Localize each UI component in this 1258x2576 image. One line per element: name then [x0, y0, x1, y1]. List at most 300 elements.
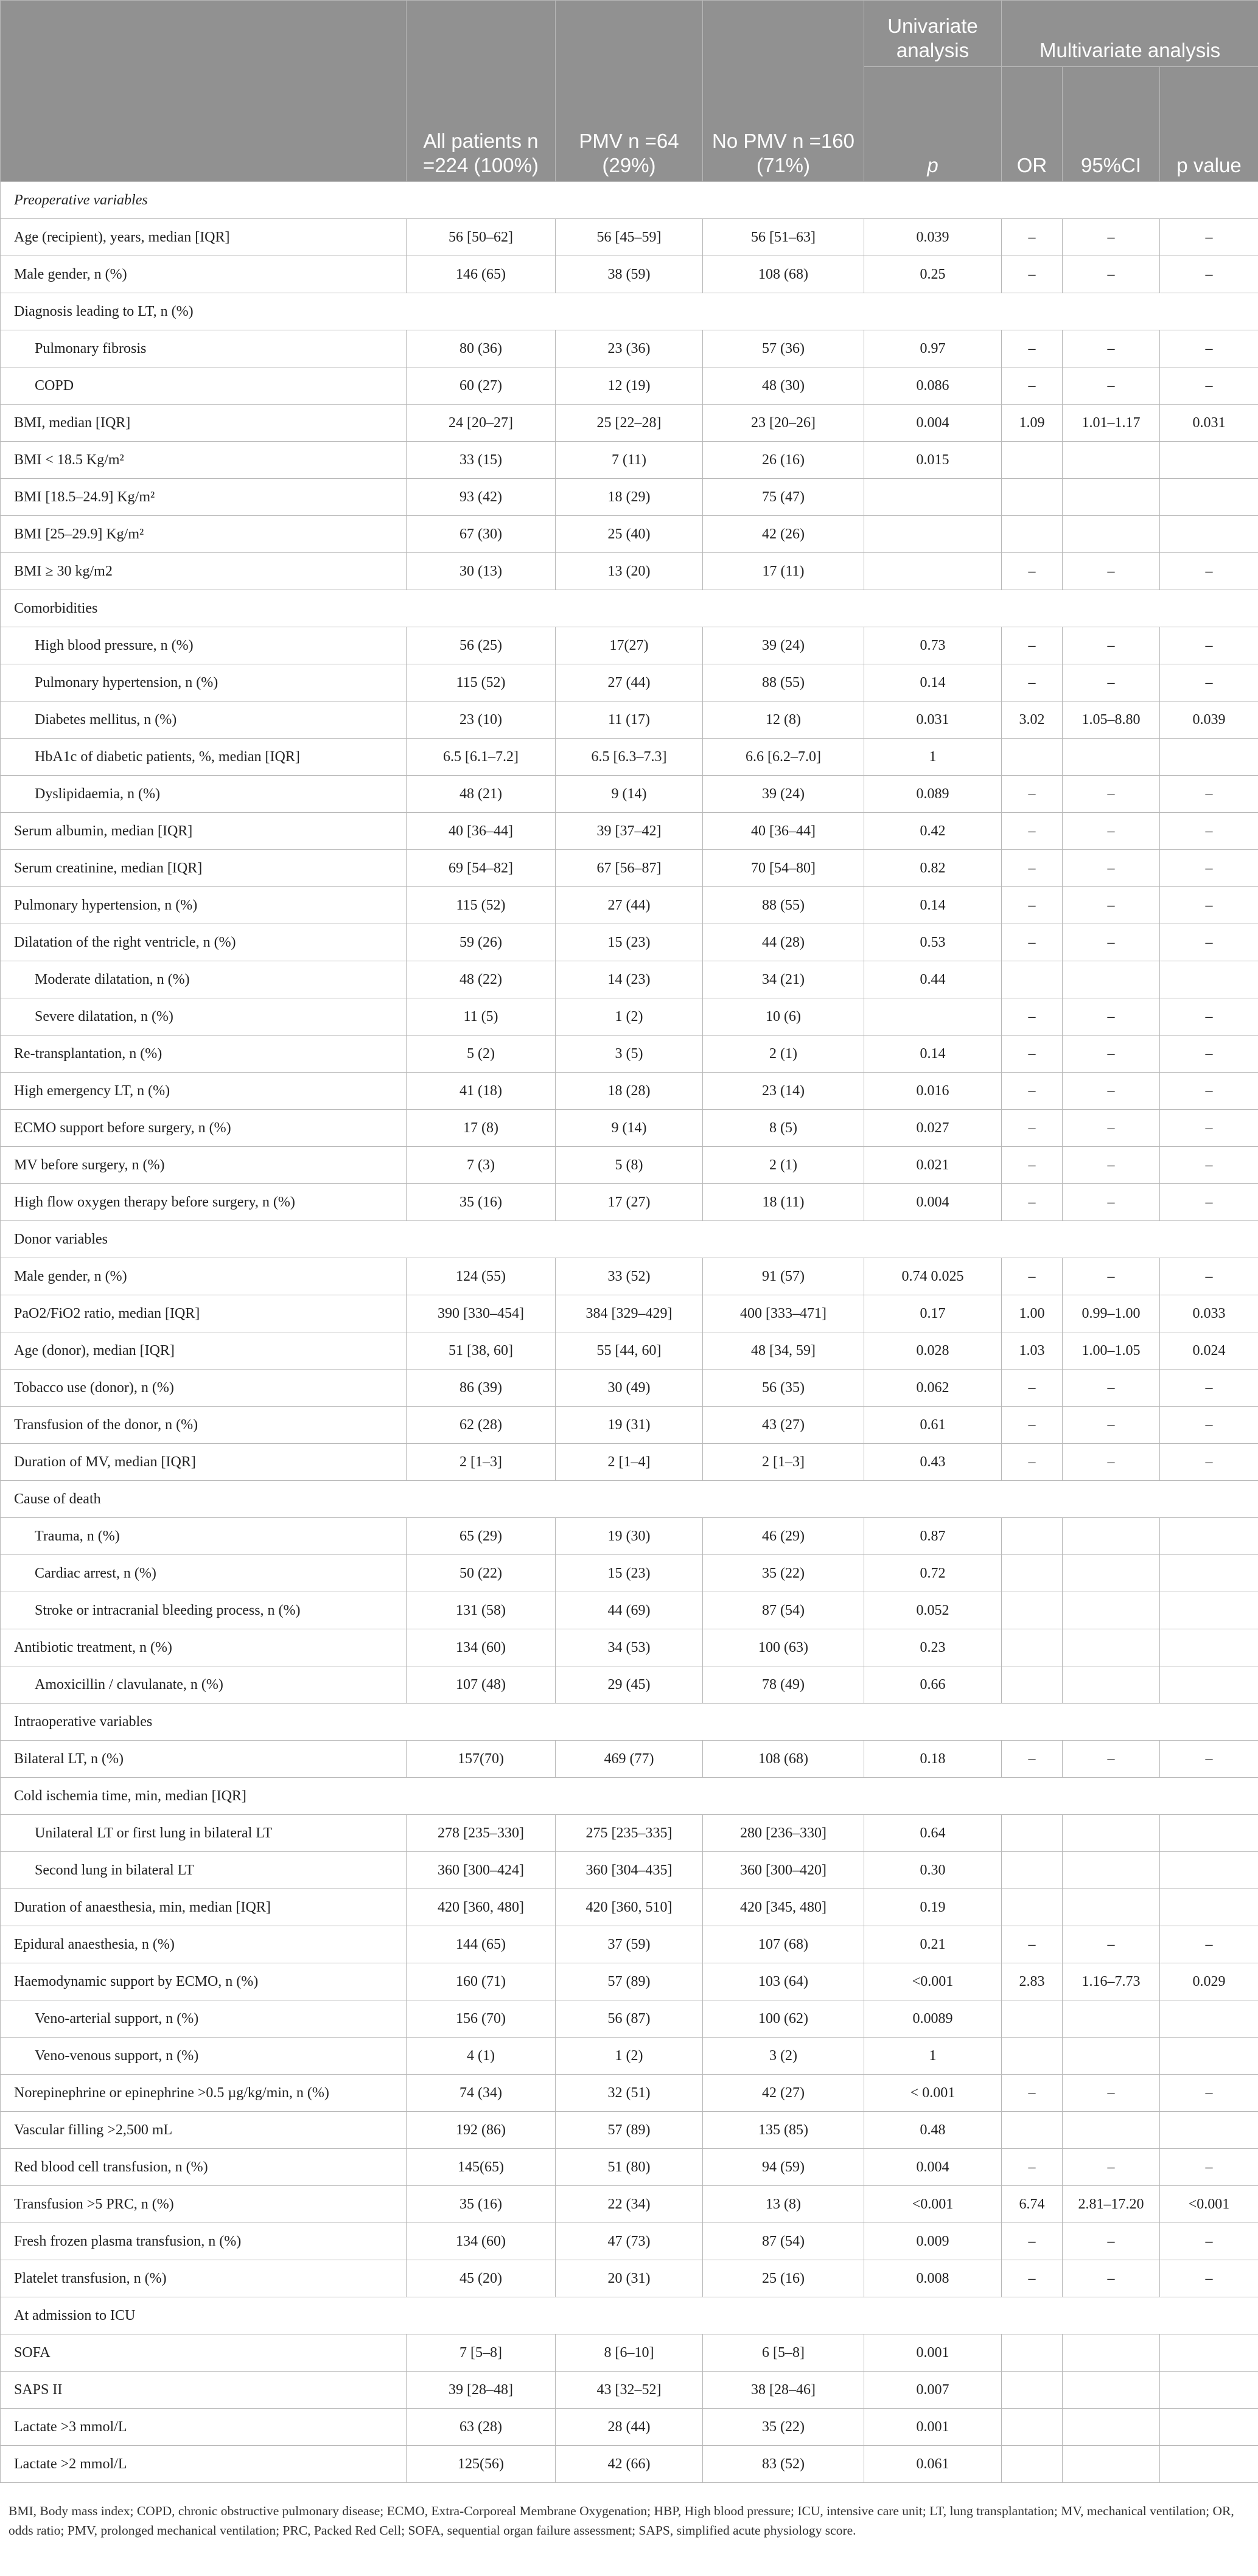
table-row: [1, 1407, 1258, 1444]
row-label: Lactate >3 mmol/L: [1, 2409, 407, 2446]
table-row: [1, 553, 1258, 590]
cell-no-pmv: 400 [333–471]: [703, 1295, 864, 1332]
row-label: Lactate >2 mmol/L: [1, 2446, 407, 2483]
cell-pmv: 57 (89): [556, 1963, 703, 2000]
cell-all-patients: 144 (65): [407, 1926, 556, 1963]
cell-p-value: –: [1160, 664, 1258, 701]
cell-p-value: –: [1160, 776, 1258, 813]
cell-no-pmv: 88 (55): [703, 664, 864, 701]
cell-confidence-interval: 1.01–1.17: [1063, 405, 1160, 442]
cell-pmv: 18 (28): [556, 1073, 703, 1110]
section-label: Cause of death: [1, 1481, 1258, 1518]
cell-p-value: <0.001: [1160, 2186, 1258, 2223]
cell-no-pmv: 103 (64): [703, 1963, 864, 2000]
cell-odds-ratio: [1002, 961, 1063, 998]
row-label: Vascular filling >2,500 mL: [1, 2112, 407, 2149]
row-label: Moderate dilatation, n (%): [1, 961, 407, 998]
cell-confidence-interval: –: [1063, 850, 1160, 887]
row-label: Norepinephrine or epinephrine >0.5 µg/kg/min, n (%): [1, 2075, 407, 2112]
cell-all-patients: 59 (26): [407, 924, 556, 961]
table-row: [1, 1555, 1258, 1592]
cell-univariate-p: 0.72: [864, 1555, 1002, 1592]
table-row: [1, 1666, 1258, 1704]
cell-confidence-interval: –: [1063, 330, 1160, 367]
cell-confidence-interval: 0.99–1.00: [1063, 1295, 1160, 1332]
cell-confidence-interval: –: [1063, 219, 1160, 256]
cell-pmv: 15 (23): [556, 1555, 703, 1592]
cell-odds-ratio: [1002, 1629, 1063, 1666]
cell-odds-ratio: [1002, 1555, 1063, 1592]
cell-pmv: 19 (31): [556, 1407, 703, 1444]
row-label: Pulmonary fibrosis: [1, 330, 407, 367]
cell-univariate-p: [864, 479, 1002, 516]
cell-univariate-p: 0.008: [864, 2260, 1002, 2297]
cell-confidence-interval: –: [1063, 627, 1160, 664]
cell-univariate-p: 0.14: [864, 1036, 1002, 1073]
row-label: High blood pressure, n (%): [1, 627, 407, 664]
cell-confidence-interval: [1063, 2000, 1160, 2038]
cell-univariate-p: 0.14: [864, 887, 1002, 924]
cell-confidence-interval: 1.00–1.05: [1063, 1332, 1160, 1370]
cell-pmv: 30 (49): [556, 1370, 703, 1407]
section-label: Donor variables: [1, 1221, 1258, 1258]
cell-p-value: [1160, 1815, 1258, 1852]
cell-no-pmv: 420 [345, 480]: [703, 1889, 864, 1926]
table-row: [1, 405, 1258, 442]
cell-confidence-interval: –: [1063, 256, 1160, 293]
cell-confidence-interval: –: [1063, 2075, 1160, 2112]
cell-odds-ratio: 3.02: [1002, 701, 1063, 739]
cell-p-value: 0.033: [1160, 1295, 1258, 1332]
cell-odds-ratio: [1002, 1852, 1063, 1889]
cell-no-pmv: 23 [20–26]: [703, 405, 864, 442]
section-label: Intraoperative variables: [1, 1704, 1258, 1741]
cell-no-pmv: 44 (28): [703, 924, 864, 961]
cell-pmv: 2 [1–4]: [556, 1444, 703, 1481]
cell-no-pmv: 35 (22): [703, 2409, 864, 2446]
cell-all-patients: 56 (25): [407, 627, 556, 664]
section-label: Cold ischemia time, min, median [IQR]: [1, 1778, 1258, 1815]
cell-confidence-interval: [1063, 1518, 1160, 1555]
section-row: [1, 182, 1258, 219]
cell-confidence-interval: –: [1063, 1258, 1160, 1295]
cell-confidence-interval: [1063, 516, 1160, 553]
cell-all-patients: 146 (65): [407, 256, 556, 293]
cell-no-pmv: 100 (63): [703, 1629, 864, 1666]
cell-p-value: [1160, 2334, 1258, 2372]
cell-univariate-p: 0.30: [864, 1852, 1002, 1889]
cell-no-pmv: 48 (30): [703, 367, 864, 405]
cell-pmv: 34 (53): [556, 1629, 703, 1666]
cell-all-patients: 17 (8): [407, 1110, 556, 1147]
table-row: [1, 1741, 1258, 1778]
cell-univariate-p: 0.18: [864, 1741, 1002, 1778]
cell-p-value: –: [1160, 219, 1258, 256]
cell-pmv: 7 (11): [556, 442, 703, 479]
cell-no-pmv: 42 (26): [703, 516, 864, 553]
cell-all-patients: 86 (39): [407, 1370, 556, 1407]
cell-confidence-interval: –: [1063, 2260, 1160, 2297]
table-row: [1, 1258, 1258, 1295]
cell-all-patients: 131 (58): [407, 1592, 556, 1629]
cell-univariate-p: 0.73: [864, 627, 1002, 664]
table-row: [1, 2186, 1258, 2223]
row-label: Diabetes mellitus, n (%): [1, 701, 407, 739]
cell-odds-ratio: –: [1002, 1110, 1063, 1147]
cell-p-value: –: [1160, 1926, 1258, 1963]
cell-odds-ratio: [1002, 739, 1063, 776]
row-label: BMI [18.5–24.9] Kg/m²: [1, 479, 407, 516]
cell-p-value: –: [1160, 1184, 1258, 1221]
table-row: [1, 1147, 1258, 1184]
cell-all-patients: 40 [36–44]: [407, 813, 556, 850]
cell-odds-ratio: [1002, 1518, 1063, 1555]
cell-odds-ratio: –: [1002, 330, 1063, 367]
cell-confidence-interval: –: [1063, 1444, 1160, 1481]
cell-p-value: –: [1160, 256, 1258, 293]
cell-no-pmv: 38 [28–46]: [703, 2372, 864, 2409]
cell-pmv: 5 (8): [556, 1147, 703, 1184]
cell-no-pmv: 100 (62): [703, 2000, 864, 2038]
cell-p-value: –: [1160, 1110, 1258, 1147]
cell-p-value: [1160, 1592, 1258, 1629]
cell-odds-ratio: [1002, 2000, 1063, 2038]
row-label: Red blood cell transfusion, n (%): [1, 2149, 407, 2186]
cell-all-patients: 48 (22): [407, 961, 556, 998]
cell-odds-ratio: [1002, 516, 1063, 553]
table-row: [1, 1110, 1258, 1147]
cell-pmv: 25 [22–28]: [556, 405, 703, 442]
cell-odds-ratio: [1002, 1592, 1063, 1629]
cell-odds-ratio: [1002, 1889, 1063, 1926]
cell-univariate-p: 0.42: [864, 813, 1002, 850]
cell-odds-ratio: [1002, 442, 1063, 479]
cell-all-patients: 420 [360, 480]: [407, 1889, 556, 1926]
cell-confidence-interval: [1063, 1666, 1160, 1704]
cell-confidence-interval: –: [1063, 1741, 1160, 1778]
cell-no-pmv: 94 (59): [703, 2149, 864, 2186]
section-row: [1, 1778, 1258, 1815]
cell-p-value: [1160, 1852, 1258, 1889]
cell-confidence-interval: 2.81–17.20: [1063, 2186, 1160, 2223]
cell-no-pmv: 83 (52): [703, 2446, 864, 2483]
cell-univariate-p: 0.016: [864, 1073, 1002, 1110]
cell-all-patients: 2 [1–3]: [407, 1444, 556, 1481]
cell-pmv: 55 [44, 60]: [556, 1332, 703, 1370]
table-row: [1, 776, 1258, 813]
cell-p-value: –: [1160, 924, 1258, 961]
table-row: [1, 219, 1258, 256]
cell-no-pmv: 56 (35): [703, 1370, 864, 1407]
section-row: [1, 1704, 1258, 1741]
row-label: Veno-arterial support, n (%): [1, 2000, 407, 2038]
cell-p-value: [1160, 2409, 1258, 2446]
row-label: COPD: [1, 367, 407, 405]
cell-no-pmv: 108 (68): [703, 256, 864, 293]
cell-pmv: 23 (36): [556, 330, 703, 367]
cell-confidence-interval: –: [1063, 887, 1160, 924]
cell-p-value: –: [1160, 2075, 1258, 2112]
cell-no-pmv: 40 [36–44]: [703, 813, 864, 850]
cell-no-pmv: 48 [34, 59]: [703, 1332, 864, 1370]
cell-all-patients: 160 (71): [407, 1963, 556, 2000]
cell-univariate-p: 0.0089: [864, 2000, 1002, 2038]
row-label: BMI ≥ 30 kg/m2: [1, 553, 407, 590]
cell-odds-ratio: –: [1002, 850, 1063, 887]
cell-pmv: 469 (77): [556, 1741, 703, 1778]
cell-all-patients: 33 (15): [407, 442, 556, 479]
cell-confidence-interval: [1063, 2372, 1160, 2409]
cell-pmv: 51 (80): [556, 2149, 703, 2186]
cell-pmv: 33 (52): [556, 1258, 703, 1295]
section-row: [1, 1221, 1258, 1258]
cell-no-pmv: 360 [300–420]: [703, 1852, 864, 1889]
table-row: [1, 1815, 1258, 1852]
cell-confidence-interval: –: [1063, 1036, 1160, 1073]
cell-no-pmv: 17 (11): [703, 553, 864, 590]
cell-univariate-p: 0.21: [864, 1926, 1002, 1963]
header-blank: [1, 1, 407, 182]
row-label: Male gender, n (%): [1, 256, 407, 293]
table-row: [1, 1629, 1258, 1666]
cell-all-patients: 35 (16): [407, 1184, 556, 1221]
cell-odds-ratio: [1002, 2112, 1063, 2149]
cell-p-value: –: [1160, 1407, 1258, 1444]
row-label: Duration of anaesthesia, min, median [IQR]: [1, 1889, 407, 1926]
cell-univariate-p: 0.64: [864, 1815, 1002, 1852]
section-label: Diagnosis leading to LT, n (%): [1, 293, 1258, 330]
row-label: Serum creatinine, median [IQR]: [1, 850, 407, 887]
cell-no-pmv: 39 (24): [703, 776, 864, 813]
cell-p-value: –: [1160, 1258, 1258, 1295]
row-label: MV before surgery, n (%): [1, 1147, 407, 1184]
header-ci: 95%CI: [1063, 67, 1160, 182]
cell-odds-ratio: 6.74: [1002, 2186, 1063, 2223]
table-row: [1, 2000, 1258, 2038]
cell-confidence-interval: [1063, 2446, 1160, 2483]
cell-univariate-p: 0.66: [864, 1666, 1002, 1704]
cell-pmv: 56 (87): [556, 2000, 703, 2038]
cell-no-pmv: 56 [51–63]: [703, 219, 864, 256]
cell-univariate-p: < 0.001: [864, 2075, 1002, 2112]
cell-confidence-interval: [1063, 2112, 1160, 2149]
cell-univariate-p: 0.14: [864, 664, 1002, 701]
row-label: Second lung in bilateral LT: [1, 1852, 407, 1889]
cell-odds-ratio: –: [1002, 1741, 1063, 1778]
cell-univariate-p: 0.44: [864, 961, 1002, 998]
cell-no-pmv: 3 (2): [703, 2038, 864, 2075]
cell-univariate-p: [864, 998, 1002, 1036]
cell-confidence-interval: [1063, 961, 1160, 998]
cell-pmv: 19 (30): [556, 1518, 703, 1555]
cell-all-patients: 50 (22): [407, 1555, 556, 1592]
row-label: Re-transplantation, n (%): [1, 1036, 407, 1073]
cell-univariate-p: <0.001: [864, 2186, 1002, 2223]
row-label: Transfusion >5 PRC, n (%): [1, 2186, 407, 2223]
cell-pmv: 43 [32–52]: [556, 2372, 703, 2409]
cell-confidence-interval: 1.05–8.80: [1063, 701, 1160, 739]
cell-all-patients: 124 (55): [407, 1258, 556, 1295]
cell-p-value: –: [1160, 2223, 1258, 2260]
table-footnote: BMI, Body mass index; COPD, chronic obstructive pulmonary disease; ECMO, Extra-Corporeal Membrane Oxygenation; HBP, High blood pressure; ICU, intensive care unit; LT, lung transplantation; MV, mechanical ventilation; OR, odds ratio; PMV, prolonged mechanical ventilation; PRC, Packed Red Cell; SOFA, sequential organ failure assessment; SAPS, simplified acute physiology score.: [9, 2504, 1234, 2538]
cell-all-patients: 41 (18): [407, 1073, 556, 1110]
row-label: BMI [25–29.9] Kg/m²: [1, 516, 407, 553]
cell-univariate-p: 0.052: [864, 1592, 1002, 1629]
table-row: [1, 2112, 1258, 2149]
cell-confidence-interval: –: [1063, 553, 1160, 590]
cell-all-patients: 24 [20–27]: [407, 405, 556, 442]
cell-p-value: –: [1160, 330, 1258, 367]
cell-all-patients: 115 (52): [407, 664, 556, 701]
cell-no-pmv: 6 [5–8]: [703, 2334, 864, 2372]
cell-p-value: [1160, 1518, 1258, 1555]
table-row: [1, 2260, 1258, 2297]
cell-odds-ratio: [1002, 1666, 1063, 1704]
cell-pmv: 27 (44): [556, 887, 703, 924]
row-label: Amoxicillin / clavulanate, n (%): [1, 1666, 407, 1704]
cell-odds-ratio: –: [1002, 1258, 1063, 1295]
cell-confidence-interval: –: [1063, 1110, 1160, 1147]
table-row: [1, 2334, 1258, 2372]
cell-no-pmv: 6.6 [6.2–7.0]: [703, 739, 864, 776]
cell-all-patients: 65 (29): [407, 1518, 556, 1555]
cell-p-value: –: [1160, 367, 1258, 405]
cell-all-patients: 156 (70): [407, 2000, 556, 2038]
cell-pmv: 6.5 [6.3–7.3]: [556, 739, 703, 776]
row-label: Antibiotic treatment, n (%): [1, 1629, 407, 1666]
cell-pmv: 15 (23): [556, 924, 703, 961]
cell-univariate-p: 0.48: [864, 2112, 1002, 2149]
row-label: HbA1c of diabetic patients, %, median [IQR]: [1, 739, 407, 776]
cell-pmv: 44 (69): [556, 1592, 703, 1629]
table-row: [1, 664, 1258, 701]
cell-odds-ratio: –: [1002, 256, 1063, 293]
cell-no-pmv: 35 (22): [703, 1555, 864, 1592]
cell-no-pmv: 42 (27): [703, 2075, 864, 2112]
cell-no-pmv: 70 [54–80]: [703, 850, 864, 887]
cell-pmv: 3 (5): [556, 1036, 703, 1073]
header-p: p: [864, 67, 1002, 182]
cell-odds-ratio: [1002, 2038, 1063, 2075]
row-label: Age (donor), median [IQR]: [1, 1332, 407, 1370]
table-row: [1, 442, 1258, 479]
row-label: Dilatation of the right ventricle, n (%): [1, 924, 407, 961]
table-row: [1, 2038, 1258, 2075]
section-row: [1, 590, 1258, 627]
cell-confidence-interval: –: [1063, 1147, 1160, 1184]
section-row: [1, 293, 1258, 330]
cell-confidence-interval: –: [1063, 367, 1160, 405]
cell-pmv: 8 [6–10]: [556, 2334, 703, 2372]
cell-all-patients: 6.5 [6.1–7.2]: [407, 739, 556, 776]
cell-univariate-p: 0.009: [864, 2223, 1002, 2260]
table-body: [1, 182, 1258, 2483]
row-label: High flow oxygen therapy before surgery, n (%): [1, 1184, 407, 1221]
cell-p-value: –: [1160, 998, 1258, 1036]
cell-all-patients: 7 [5–8]: [407, 2334, 556, 2372]
header-multivariate: Multivariate analysis: [1002, 1, 1258, 67]
row-label: Cardiac arrest, n (%): [1, 1555, 407, 1592]
table-row: [1, 1926, 1258, 1963]
cell-p-value: –: [1160, 1741, 1258, 1778]
header-univariate: Univariate analysis: [864, 1, 1002, 67]
cell-all-patients: 390 [330–454]: [407, 1295, 556, 1332]
cell-univariate-p: 0.17: [864, 1295, 1002, 1332]
cell-no-pmv: 75 (47): [703, 479, 864, 516]
cell-odds-ratio: 1.00: [1002, 1295, 1063, 1332]
cell-confidence-interval: [1063, 1889, 1160, 1926]
cell-p-value: –: [1160, 1370, 1258, 1407]
cell-no-pmv: 2 (1): [703, 1036, 864, 1073]
cell-pmv: 275 [235–335]: [556, 1815, 703, 1852]
cell-odds-ratio: –: [1002, 1926, 1063, 1963]
cell-univariate-p: [864, 553, 1002, 590]
cell-p-value: –: [1160, 1073, 1258, 1110]
cell-all-patients: 134 (60): [407, 1629, 556, 1666]
cell-confidence-interval: –: [1063, 998, 1160, 1036]
table-row: [1, 627, 1258, 664]
cell-pmv: 360 [304–435]: [556, 1852, 703, 1889]
cell-p-value: –: [1160, 813, 1258, 850]
row-label: SOFA: [1, 2334, 407, 2372]
table-row: [1, 516, 1258, 553]
cell-univariate-p: 0.028: [864, 1332, 1002, 1370]
cell-no-pmv: 10 (6): [703, 998, 864, 1036]
cell-odds-ratio: –: [1002, 627, 1063, 664]
cell-odds-ratio: 2.83: [1002, 1963, 1063, 2000]
table-row: [1, 2223, 1258, 2260]
cell-p-value: [1160, 479, 1258, 516]
cell-odds-ratio: –: [1002, 2075, 1063, 2112]
cell-univariate-p: 0.61: [864, 1407, 1002, 1444]
cell-no-pmv: 108 (68): [703, 1741, 864, 1778]
header-pmv: PMV n =64 (29%): [556, 1, 703, 182]
row-label: Dyslipidaemia, n (%): [1, 776, 407, 813]
cell-no-pmv: 88 (55): [703, 887, 864, 924]
cell-univariate-p: 0.062: [864, 1370, 1002, 1407]
table-row: [1, 961, 1258, 998]
cell-univariate-p: 0.061: [864, 2446, 1002, 2483]
cell-p-value: 0.039: [1160, 701, 1258, 739]
cell-odds-ratio: [1002, 1815, 1063, 1852]
table-row: [1, 2075, 1258, 2112]
cell-odds-ratio: –: [1002, 1184, 1063, 1221]
table-row: [1, 2446, 1258, 2483]
cell-all-patients: 35 (16): [407, 2186, 556, 2223]
cell-p-value: 0.024: [1160, 1332, 1258, 1370]
cell-no-pmv: 13 (8): [703, 2186, 864, 2223]
cell-odds-ratio: –: [1002, 2223, 1063, 2260]
cell-all-patients: 278 [235–330]: [407, 1815, 556, 1852]
cell-univariate-p: 0.97: [864, 330, 1002, 367]
cell-no-pmv: 87 (54): [703, 1592, 864, 1629]
cell-confidence-interval: [1063, 1592, 1160, 1629]
cell-p-value: –: [1160, 1444, 1258, 1481]
cell-no-pmv: 23 (14): [703, 1073, 864, 1110]
cell-pmv: 14 (23): [556, 961, 703, 998]
row-label: Transfusion of the donor, n (%): [1, 1407, 407, 1444]
row-label: Tobacco use (donor), n (%): [1, 1370, 407, 1407]
row-label: Stroke or intracranial bleeding process, n (%): [1, 1592, 407, 1629]
cell-pmv: 29 (45): [556, 1666, 703, 1704]
cell-pmv: 42 (66): [556, 2446, 703, 2483]
row-label: Severe dilatation, n (%): [1, 998, 407, 1036]
cell-pmv: 1 (2): [556, 998, 703, 1036]
row-label: Pulmonary hypertension, n (%): [1, 887, 407, 924]
cell-no-pmv: 12 (8): [703, 701, 864, 739]
cell-pmv: 9 (14): [556, 776, 703, 813]
cell-p-value: [1160, 2000, 1258, 2038]
